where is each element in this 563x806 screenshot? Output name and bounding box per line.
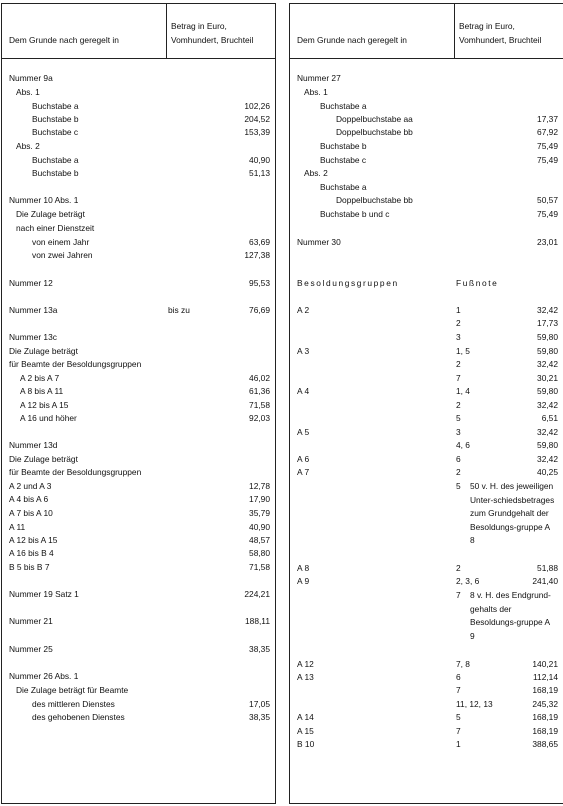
table-row	[2, 480, 277, 493]
row-label: Doppelbuchstabe bb	[336, 127, 413, 137]
row-label: Buchstabe a	[320, 182, 367, 192]
row-label: Abs. 1	[304, 87, 328, 97]
table-row	[2, 208, 277, 221]
row-label: Buchstabe b	[32, 114, 79, 124]
row-label: Nummer 26 Abs. 1	[9, 671, 79, 681]
row-label: A 9	[297, 576, 310, 586]
table-row	[2, 304, 277, 317]
row-footnote: 2	[456, 563, 461, 573]
row-amount: 67,92	[537, 127, 558, 137]
table-row	[290, 658, 563, 671]
row-amount: 71,58	[249, 400, 270, 410]
table-row	[290, 277, 563, 290]
table-row	[2, 194, 277, 207]
row-footnote: Fußnote	[456, 278, 499, 288]
table-row	[2, 493, 277, 506]
row-amount: 12,78	[249, 481, 270, 491]
row-amount: 40,90	[249, 522, 270, 532]
row-amount: 51,13	[249, 168, 270, 178]
table-row	[2, 154, 277, 167]
row-amount: 75,49	[537, 209, 558, 219]
header-amount-column: Betrag in Euro, Vomhundert, Bruchteil	[459, 21, 542, 45]
row-label: A 12	[297, 659, 314, 669]
table-row	[290, 426, 563, 439]
row-amount: 127,38	[244, 250, 270, 260]
row-label: A 2 und A 3	[9, 481, 52, 491]
row-footnote: 1, 5	[456, 346, 470, 356]
row-footnote: 7, 8	[456, 659, 470, 669]
table-row	[2, 236, 277, 249]
row-amount: 245,32	[532, 699, 558, 709]
row-label: A 7	[297, 467, 310, 477]
row-footnote: 7	[456, 726, 461, 736]
row-amount: 38,35	[249, 712, 270, 722]
table-row	[2, 588, 277, 601]
table-row	[290, 317, 563, 330]
row-label: Buchstabe a	[320, 101, 367, 111]
header-divider	[454, 4, 455, 58]
row-footnote: 6	[456, 454, 461, 464]
row-amount: 59,80	[537, 440, 558, 450]
table-row	[290, 194, 563, 207]
row-label: A 3	[297, 346, 310, 356]
table-row	[2, 466, 277, 479]
table-row	[2, 561, 277, 574]
row-footnote: 1, 4	[456, 386, 470, 396]
table-row	[290, 331, 563, 344]
row-label: A 11	[9, 522, 26, 532]
table-row	[290, 86, 563, 99]
row-amount: 75,49	[537, 155, 558, 165]
row-amount: 168,19	[532, 685, 558, 695]
row-label: Doppelbuchstabe aa	[336, 114, 413, 124]
row-amount: 50,57	[537, 195, 558, 205]
row-amount: 59,80	[537, 346, 558, 356]
row-amount: 168,19	[532, 726, 558, 736]
row-amount: 59,80	[537, 332, 558, 342]
row-label: Nummer 12	[9, 278, 53, 288]
table-row	[2, 358, 277, 371]
row-amount: 32,42	[537, 305, 558, 315]
table-row	[2, 711, 277, 724]
row-label: Nummer 13c	[9, 332, 57, 342]
table-row	[290, 466, 563, 479]
row-amount: 388,65	[532, 739, 558, 749]
table-row	[2, 126, 277, 139]
row-label: B 10	[297, 739, 315, 749]
header-divider	[166, 4, 167, 58]
table-row	[2, 249, 277, 262]
header-regulation-column: Dem Grunde nach geregelt in	[9, 35, 119, 45]
row-amount: 140,21	[532, 659, 558, 669]
row-footnote: 2	[456, 400, 461, 410]
table-row	[290, 684, 563, 697]
row-label: für Beamte der Besoldungsgruppen	[9, 467, 142, 477]
table-row	[2, 534, 277, 547]
row-note: 50 v. H. des jeweiligen Unter-schiedsbetrages zum Grundgehalt der Besoldungs-gruppe A 8	[470, 481, 555, 545]
row-label: A 14	[297, 712, 314, 722]
table-row	[290, 181, 563, 194]
table-row	[290, 725, 563, 738]
table-row	[2, 507, 277, 520]
table-row	[2, 167, 277, 180]
row-footnote: 3	[456, 332, 461, 342]
row-label: Abs. 1	[16, 87, 40, 97]
row-amount: 188,11	[245, 616, 270, 626]
table-row	[290, 236, 563, 249]
row-amount: 168,19	[532, 712, 558, 722]
row-amount: 30,21	[537, 373, 558, 383]
row-amount: 71,58	[249, 562, 270, 572]
row-label: Die Zulage beträgt	[9, 454, 78, 464]
row-amount: 32,42	[537, 400, 558, 410]
table-row	[2, 331, 277, 344]
row-label: für Beamte der Besoldungsgruppen	[9, 359, 142, 369]
row-label: nach einer Dienstzeit	[16, 223, 95, 233]
row-footnote: 7	[456, 373, 461, 383]
row-label: A 6	[297, 454, 310, 464]
row-footnote: 6	[456, 672, 461, 682]
row-label: A 7 bis A 10	[9, 508, 53, 518]
table-row	[2, 547, 277, 560]
row-footnote: 5	[456, 413, 461, 423]
row-label: Die Zulage beträgt für Beamte	[16, 685, 129, 695]
row-label: B 5 bis B 7	[9, 562, 50, 572]
table-row	[290, 72, 563, 85]
table-row	[2, 277, 277, 290]
row-amount: 95,53	[249, 278, 270, 288]
row-footnote: 5	[456, 481, 461, 491]
row-label: Abs. 2	[16, 141, 40, 151]
table-row	[2, 453, 277, 466]
row-note: 8 v. H. des Endgrund-gehalts der Besoldungs-gruppe A 9	[470, 590, 551, 641]
row-footnote: 11, 12, 13	[456, 699, 493, 709]
row-amount: 17,73	[537, 318, 558, 328]
table-row	[2, 615, 277, 628]
row-amount: 204,52	[244, 114, 270, 124]
row-label: Nummer 30	[297, 237, 341, 247]
table-row	[290, 671, 563, 684]
row-label: Doppelbuchstabe bb	[336, 195, 413, 205]
row-footnote: 1	[456, 739, 461, 749]
row-amount: 17,37	[537, 114, 558, 124]
row-label: Die Zulage beträgt	[16, 209, 85, 219]
row-amount: 241,40	[532, 576, 558, 586]
row-footnote: 7	[456, 590, 461, 600]
row-amount: 17,90	[249, 494, 270, 504]
row-label: von zwei Jahren	[32, 250, 93, 260]
row-footnote: 4, 6	[456, 440, 470, 450]
row-amount: 61,36	[249, 386, 270, 396]
table-row	[290, 711, 563, 724]
row-label: Nummer 25	[9, 644, 53, 654]
table-header	[290, 4, 563, 59]
row-label: A 4	[297, 386, 310, 396]
row-label: Nummer 27	[297, 73, 341, 83]
row-label: Nummer 13a	[9, 305, 58, 315]
row-footnote: 2	[456, 318, 461, 328]
table-row	[290, 140, 563, 153]
table-row	[2, 385, 277, 398]
table-row	[2, 643, 277, 656]
table-row	[2, 100, 277, 113]
table-row	[2, 521, 277, 534]
table-row	[2, 372, 277, 385]
table-row	[2, 72, 277, 85]
row-amount: 92,03	[249, 413, 270, 423]
row-label: Buchstabe b und c	[320, 209, 390, 219]
table-row	[290, 345, 563, 358]
row-amount: 51,88	[537, 563, 558, 573]
row-amount: 40,90	[249, 155, 270, 165]
row-amount: 46,02	[249, 373, 270, 383]
table-row	[290, 358, 563, 371]
row-footnote: 2, 3, 6	[456, 576, 480, 586]
row-amount: 17,05	[249, 699, 270, 709]
row-label: A 13	[297, 672, 314, 682]
table-row	[290, 439, 563, 452]
table-row	[2, 345, 277, 358]
table-row	[2, 439, 277, 452]
row-footnote: 2	[456, 359, 461, 369]
row-label: Nummer 9a	[9, 73, 53, 83]
table-row	[2, 698, 277, 711]
row-footnote: 7	[456, 685, 461, 695]
row-footnote: 5	[456, 712, 461, 722]
row-label: A 15	[297, 726, 314, 736]
row-footnote: 3	[456, 427, 461, 437]
row-label: Besoldungsgruppen	[297, 278, 399, 288]
row-label: Nummer 13d	[9, 440, 58, 450]
row-label: Nummer 21	[9, 616, 53, 626]
table-row	[2, 140, 277, 153]
row-amount: 112,14	[533, 672, 558, 682]
table-row	[2, 399, 277, 412]
header-amount-column: Betrag in Euro, Vomhundert, Bruchteil	[171, 21, 254, 45]
table-row	[290, 304, 563, 317]
row-amount: 48,57	[249, 535, 270, 545]
row-amount: 23,01	[537, 237, 558, 247]
table-row	[2, 222, 277, 235]
row-label: Buchstabe a	[32, 155, 79, 165]
table-row	[290, 562, 563, 575]
table-row	[290, 453, 563, 466]
row-amount: 32,42	[537, 359, 558, 369]
row-amount: 224,21	[244, 589, 270, 599]
row-label: Nummer 10 Abs. 1	[9, 195, 79, 205]
row-label: A 12 bis A 15	[9, 535, 58, 545]
table-row	[2, 670, 277, 683]
row-label: A 12 bis A 15	[20, 400, 69, 410]
row-label: Die Zulage beträgt	[9, 346, 78, 356]
row-label: des gehobenen Dienstes	[32, 712, 125, 722]
row-label: Buchstabe c	[320, 155, 367, 165]
row-label: Buchstabe b	[32, 168, 79, 178]
row-label: Buchstabe a	[32, 101, 79, 111]
row-amount: 102,26	[244, 101, 270, 111]
left-table-panel	[1, 3, 276, 804]
table-row	[290, 575, 563, 588]
row-label: Buchstabe c	[32, 127, 79, 137]
row-label: A 16 und höher	[20, 413, 77, 423]
table-row	[290, 154, 563, 167]
row-label: A 2 bis A 7	[20, 373, 60, 383]
row-label: von einem Jahr	[32, 237, 90, 247]
table-row	[290, 698, 563, 711]
row-amount: 58,80	[249, 548, 270, 558]
row-amount: 35,79	[249, 508, 270, 518]
table-header	[2, 4, 275, 59]
row-footnote: 2	[456, 467, 461, 477]
row-qualifier: bis zu	[168, 305, 190, 315]
row-label: Abs. 2	[304, 168, 328, 178]
table-row	[2, 113, 277, 126]
row-label: A 4 bis A 6	[9, 494, 49, 504]
row-amount: 76,69	[249, 305, 270, 315]
row-amount: 59,80	[537, 386, 558, 396]
table-row	[290, 738, 563, 751]
table-row	[2, 684, 277, 697]
table-row	[290, 208, 563, 221]
row-label: A 16 bis B 4	[9, 548, 54, 558]
row-label: A 8 bis A 11	[20, 386, 64, 396]
table-row	[290, 399, 563, 412]
row-amount: 32,42	[537, 427, 558, 437]
row-amount: 63,69	[249, 237, 270, 247]
header-regulation-column: Dem Grunde nach geregelt in	[297, 35, 407, 45]
table-row	[290, 126, 563, 139]
table-row	[290, 100, 563, 113]
table-row	[290, 385, 563, 398]
row-label: Nummer 19 Satz 1	[9, 589, 79, 599]
row-label: A 8	[297, 563, 310, 573]
row-amount: 153,39	[244, 127, 270, 137]
row-amount: 6,51	[541, 413, 558, 423]
row-footnote: 1	[456, 305, 461, 315]
row-amount: 40,25	[537, 467, 558, 477]
row-label: A 5	[297, 427, 310, 437]
table-row	[290, 412, 563, 425]
right-table-panel	[289, 3, 563, 804]
table-row	[2, 412, 277, 425]
row-amount: 32,42	[537, 454, 558, 464]
table-row	[290, 113, 563, 126]
row-amount: 75,49	[537, 141, 558, 151]
row-label: A 2	[297, 305, 310, 315]
row-label: des mittleren Dienstes	[32, 699, 115, 709]
row-label: Buchstabe b	[320, 141, 367, 151]
row-amount: 38,35	[249, 644, 270, 654]
table-row	[290, 372, 563, 385]
table-row	[2, 86, 277, 99]
table-row	[290, 167, 563, 180]
